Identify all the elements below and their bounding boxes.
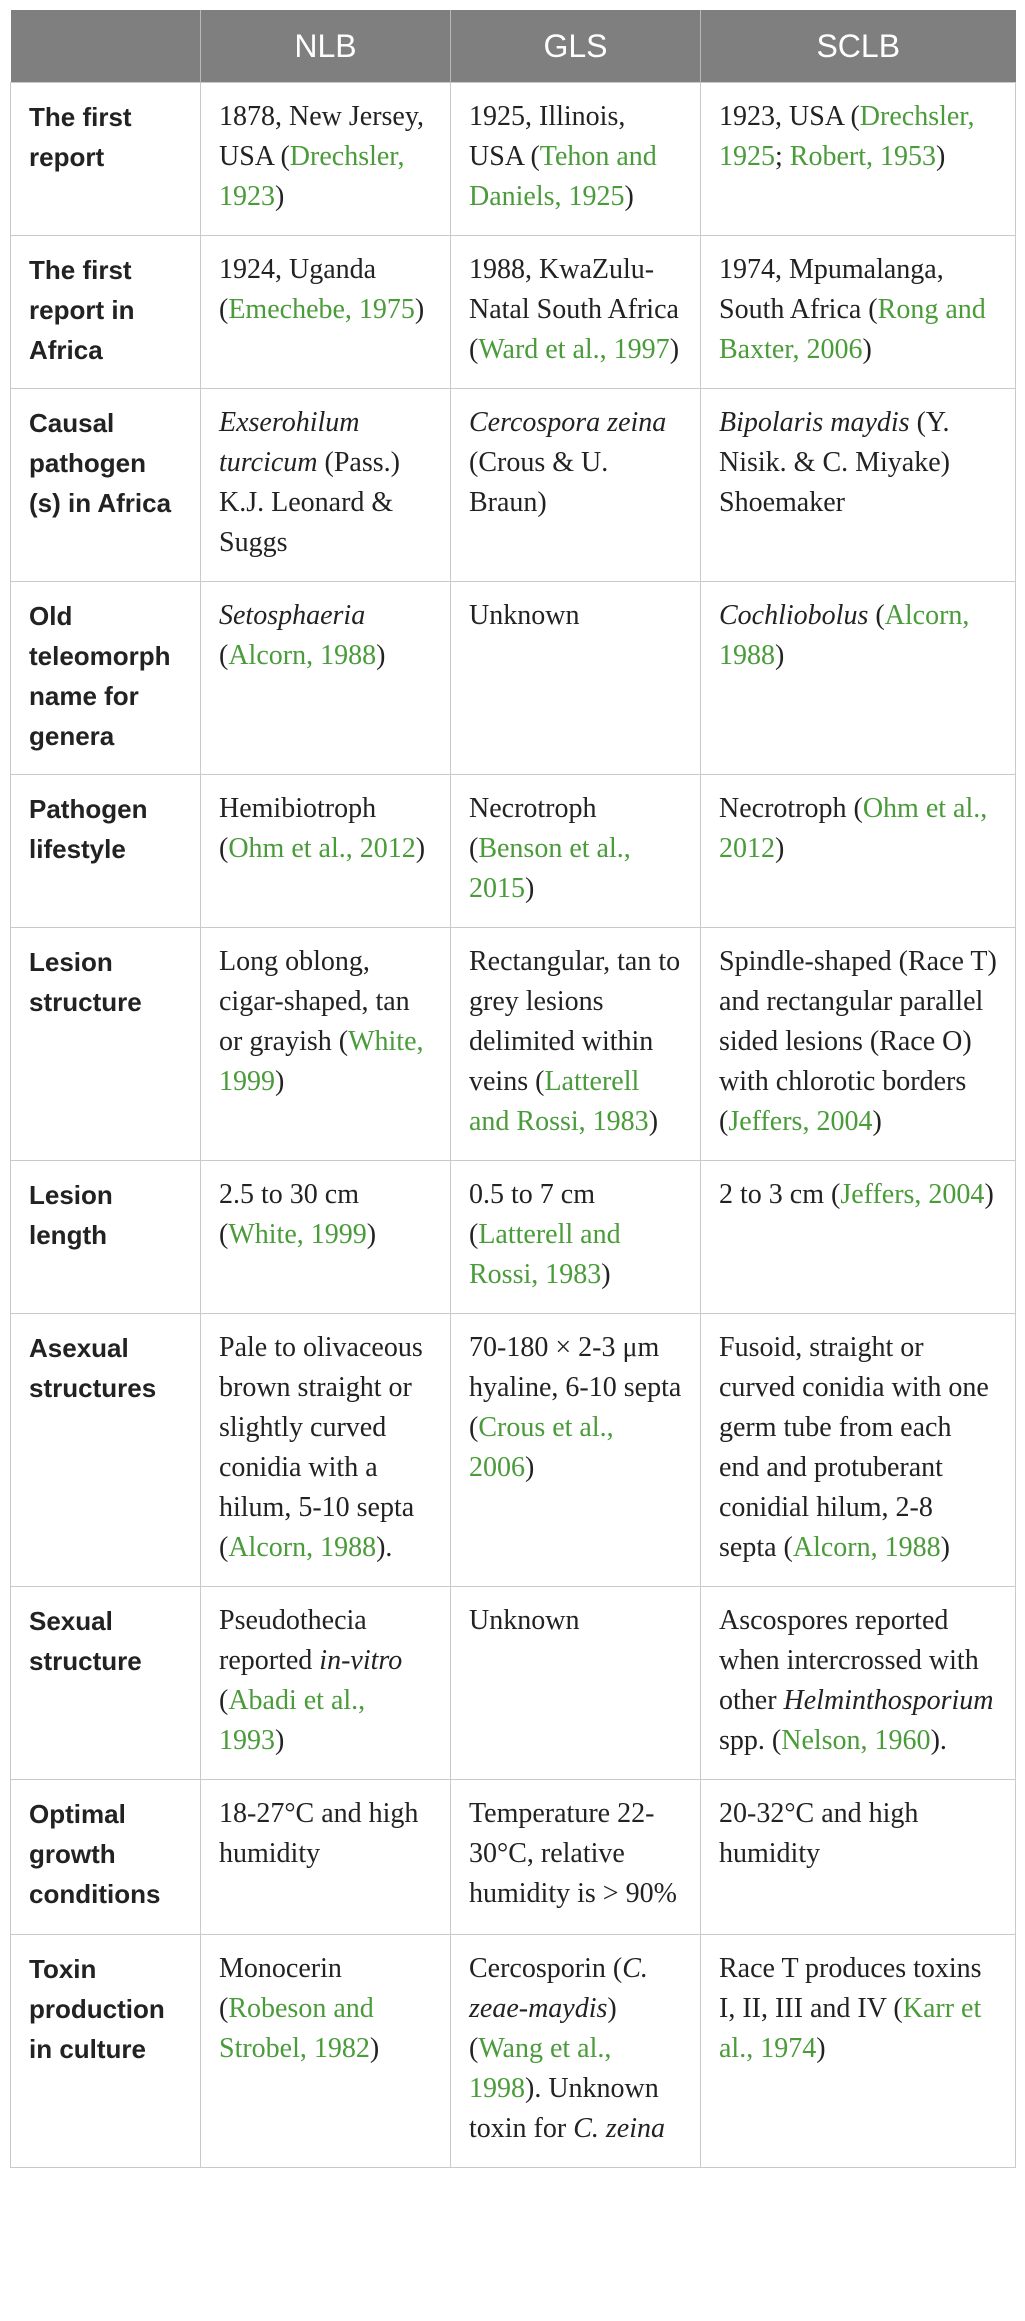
citation-link[interactable]: Alcorn, 1988 (228, 640, 377, 671)
row-header: Optimal growth conditions (11, 1780, 201, 1935)
cell-text: Temperature 22-30°C, relative humidity is > 90% (469, 1798, 677, 1909)
citation-link[interactable]: Robert, 1953 (789, 141, 936, 172)
citation-link[interactable]: Jeffers, 2004 (728, 1106, 873, 1137)
cell-text: ) (775, 640, 785, 671)
cell-text: Race T produces toxins I, II, III and IV ( (719, 1953, 982, 2024)
cell-text: ) (775, 833, 785, 864)
cell-text: ) (275, 1066, 285, 1097)
cell-text: ) (648, 1106, 659, 1137)
citation-link[interactable]: Alcorn, 1988 (719, 600, 970, 671)
cell-gls (451, 1314, 701, 1587)
cell-text: ) (415, 833, 426, 864)
cell-sclb (701, 83, 1016, 236)
cell-text: spp. ( (719, 1725, 782, 1756)
row-header: Toxin production in culture (11, 1935, 201, 2168)
citation-link[interactable]: White, 1999 (228, 1219, 367, 1250)
cell-text: Necrotroph ( (469, 793, 597, 864)
cell-text: ) (940, 1532, 950, 1563)
cell-text: ) (624, 181, 634, 212)
citation-link[interactable]: Drechsler, 1923 (219, 141, 405, 212)
cell-text: 0.5 to 7 cm ( (469, 1179, 595, 1250)
cell-sclb (701, 1314, 1016, 1587)
cell-text: ) (984, 1179, 994, 1210)
cell-gls (451, 236, 701, 389)
citation-link[interactable]: Alcorn, 1988 (792, 1532, 941, 1563)
header-sclb: SCLB (701, 10, 1016, 83)
row-header: The first report in Africa (11, 236, 201, 389)
citation-link[interactable]: Ohm et al., 2012 (719, 793, 988, 864)
citation-link[interactable]: Ward et al., 1997 (478, 334, 670, 365)
cell-text: ). (376, 1532, 393, 1563)
cell-nlb (201, 1780, 451, 1935)
cell-gls (451, 83, 701, 236)
cell-text: 1988, KwaZulu-Natal South Africa ( (469, 254, 679, 365)
cell-text: ) (275, 181, 285, 212)
cell-text: 1878, New Jersey, USA ( (219, 101, 425, 172)
citation-link[interactable]: Drechsler, 1925 (719, 101, 975, 172)
cell-sclb (701, 236, 1016, 389)
cell-text: 1924, Uganda ( (219, 254, 377, 325)
citation-link[interactable]: Benson et al., 2015 (469, 833, 631, 904)
cell-gls (451, 1587, 701, 1780)
cell-gls (451, 1161, 701, 1314)
header-gls: GLS (451, 10, 701, 83)
cell-nlb (201, 389, 451, 582)
cell-text: ). (930, 1725, 947, 1756)
cell-text: ) (366, 1219, 377, 1250)
cell-sclb (701, 775, 1016, 928)
header-row (11, 10, 1016, 83)
header-nlb: NLB (201, 10, 451, 83)
table-row (11, 775, 1016, 928)
cell-text: 1923, USA ( (719, 101, 860, 132)
cell-sclb (701, 389, 1016, 582)
citation-link[interactable]: Ohm et al., 2012 (228, 833, 416, 864)
cell-nlb (201, 1935, 451, 2168)
italic-text: Cochliobolus (719, 600, 869, 631)
row-header: Sexual structure (11, 1587, 201, 1780)
cell-text: ( (219, 1685, 229, 1716)
row-header: The first report (11, 83, 201, 236)
italic-text: Helminthosporium (783, 1685, 994, 1716)
cell-text: ( (868, 600, 885, 631)
cell-sclb (701, 928, 1016, 1161)
table-row (11, 1780, 1016, 1935)
citation-link[interactable]: Wang et al., 1998 (469, 2033, 612, 2104)
table-row (11, 389, 1016, 582)
table-row (11, 1935, 1016, 2168)
cell-sclb (701, 1161, 1016, 1314)
cell-text: (Y. Nisik. & C. Miyake) Shoemaker (719, 407, 950, 518)
cell-gls (451, 389, 701, 582)
table-row (11, 1161, 1016, 1314)
cell-sclb (701, 582, 1016, 775)
cell-nlb (201, 236, 451, 389)
cell-text: 2 to 3 cm ( (719, 1179, 841, 1210)
table-row (11, 1314, 1016, 1587)
cell-text: Monocerin ( (219, 1953, 342, 2024)
cell-nlb (201, 928, 451, 1161)
cell-text: ) (525, 1452, 535, 1483)
cell-text: ) (525, 873, 535, 904)
citation-link[interactable]: Karr et al., 1974 (719, 1993, 982, 2064)
cell-text: ). Unknown toxin for (469, 2073, 659, 2144)
table-row (11, 928, 1016, 1161)
row-header: Lesion structure (11, 928, 201, 1161)
cell-nlb (201, 582, 451, 775)
cell-text: Ascospores reported when intercrossed with other (719, 1605, 979, 1716)
cell-text: ) (862, 334, 872, 365)
citation-link[interactable]: Alcorn, 1988 (228, 1532, 377, 1563)
cell-text: ) ( (469, 1993, 617, 2064)
cell-text: 1974, Mpumalanga, South Africa ( (719, 254, 944, 325)
cell-text: 2.5 to 30 cm ( (219, 1179, 359, 1250)
cell-gls (451, 775, 701, 928)
cell-nlb (201, 1587, 451, 1780)
disease-comparison-table (10, 10, 1016, 2168)
cell-nlb (201, 1161, 451, 1314)
cell-text: Pale to olivaceous brown straight or slightly curved conidia with a hilum, 5-10 septa ( (219, 1332, 423, 1563)
comparison-table-container (10, 10, 1015, 2168)
cell-text: Unknown (469, 600, 580, 631)
citation-link[interactable]: Jeffers, 2004 (840, 1179, 985, 1210)
cell-sclb (701, 1587, 1016, 1780)
citation-link[interactable]: Crous et al., 2006 (469, 1412, 614, 1483)
cell-text: ) (872, 1106, 882, 1137)
cell-text: ) (376, 640, 386, 671)
cell-text: Pseudothecia reported (219, 1605, 367, 1676)
citation-link[interactable]: White, 1999 (219, 1026, 424, 1097)
cell-text: ) (816, 2033, 826, 2064)
cell-text: 70-180 × 2-3 μm hyaline, 6-10 septa ( (469, 1332, 682, 1443)
table-header (11, 10, 1016, 83)
table-row (11, 1587, 1016, 1780)
cell-text: ) (669, 334, 680, 365)
cell-nlb (201, 1314, 451, 1587)
cell-text: ) (936, 141, 946, 172)
citation-link[interactable]: Latterell and Rossi, 1983 (469, 1066, 649, 1137)
row-header: Causal pathogen (s) in Africa (11, 389, 201, 582)
cell-text: (Crous & U. Braun) (469, 447, 609, 518)
table-row (11, 236, 1016, 389)
citation-link[interactable]: Emechebe, 1975 (228, 294, 415, 325)
cell-gls (451, 1780, 701, 1935)
cell-gls (451, 928, 701, 1161)
cell-text: Fusoid, straight or curved conidia with one germ tube from each end and protuberant conidial hilum, 2-8 septa ( (719, 1332, 989, 1563)
italic-text: Setosphaeria (219, 600, 366, 631)
italic-text: in-vitro (319, 1645, 403, 1676)
cell-text: ( (219, 640, 229, 671)
italic-text: C. zeae-maydis (469, 1953, 648, 2024)
row-header: Old teleomorph name for genera (11, 582, 201, 775)
cell-nlb (201, 83, 451, 236)
italic-text: Bipolaris maydis (719, 407, 910, 438)
cell-text: Hemibiotroph ( (219, 793, 377, 864)
italic-text: Cercospora zeina (469, 407, 667, 438)
table-row (11, 582, 1016, 775)
cell-text: 18-27°C and high humidity (219, 1798, 419, 1869)
italic-text: C. zeina (573, 2113, 665, 2144)
cell-text: ; (775, 141, 790, 172)
citation-link[interactable]: Robeson and Strobel, 1982 (219, 1993, 374, 2064)
cell-text: (Pass.) K.J. Leonard & Suggs (219, 447, 400, 558)
cell-text: Cercosporin ( (469, 1953, 623, 1984)
row-header: Lesion length (11, 1161, 201, 1314)
row-header: Pathogen lifestyle (11, 775, 201, 928)
cell-text: ) (275, 1725, 285, 1756)
cell-text: ) (601, 1259, 611, 1290)
table-row (11, 83, 1016, 236)
italic-text: Exserohilum turcicum (219, 407, 360, 478)
cell-sclb (701, 1935, 1016, 2168)
table-body (11, 83, 1016, 2168)
cell-text: Long oblong, cigar-shaped, tan or grayish ( (219, 946, 410, 1057)
cell-text: Spindle-shaped (Race T) and rectangular parallel sided lesions (Race O) with chlorotic borders ( (719, 946, 997, 1137)
cell-gls (451, 582, 701, 775)
cell-text: Unknown (469, 1605, 580, 1636)
citation-link[interactable]: Latterell and Rossi, 1983 (469, 1219, 621, 1290)
cell-text: ) (369, 2033, 380, 2064)
cell-text: ) (414, 294, 425, 325)
header-corner (11, 10, 201, 83)
row-header: Asexual structures (11, 1314, 201, 1587)
cell-sclb (701, 1780, 1016, 1935)
cell-gls (451, 1935, 701, 2168)
citation-link[interactable]: Tehon and Daniels, 1925 (469, 141, 657, 212)
cell-text: 20-32°C and high humidity (719, 1798, 919, 1869)
citation-link[interactable]: Abadi et al., 1993 (219, 1685, 366, 1756)
cell-text: Necrotroph ( (719, 793, 863, 824)
cell-text: 1925, Illinois, USA ( (469, 101, 626, 172)
citation-link[interactable]: Rong and Baxter, 2006 (719, 294, 986, 365)
citation-link[interactable]: Nelson, 1960 (781, 1725, 931, 1756)
cell-nlb (201, 775, 451, 928)
cell-text: Rectangular, tan to grey lesions delimited within veins ( (469, 946, 681, 1097)
